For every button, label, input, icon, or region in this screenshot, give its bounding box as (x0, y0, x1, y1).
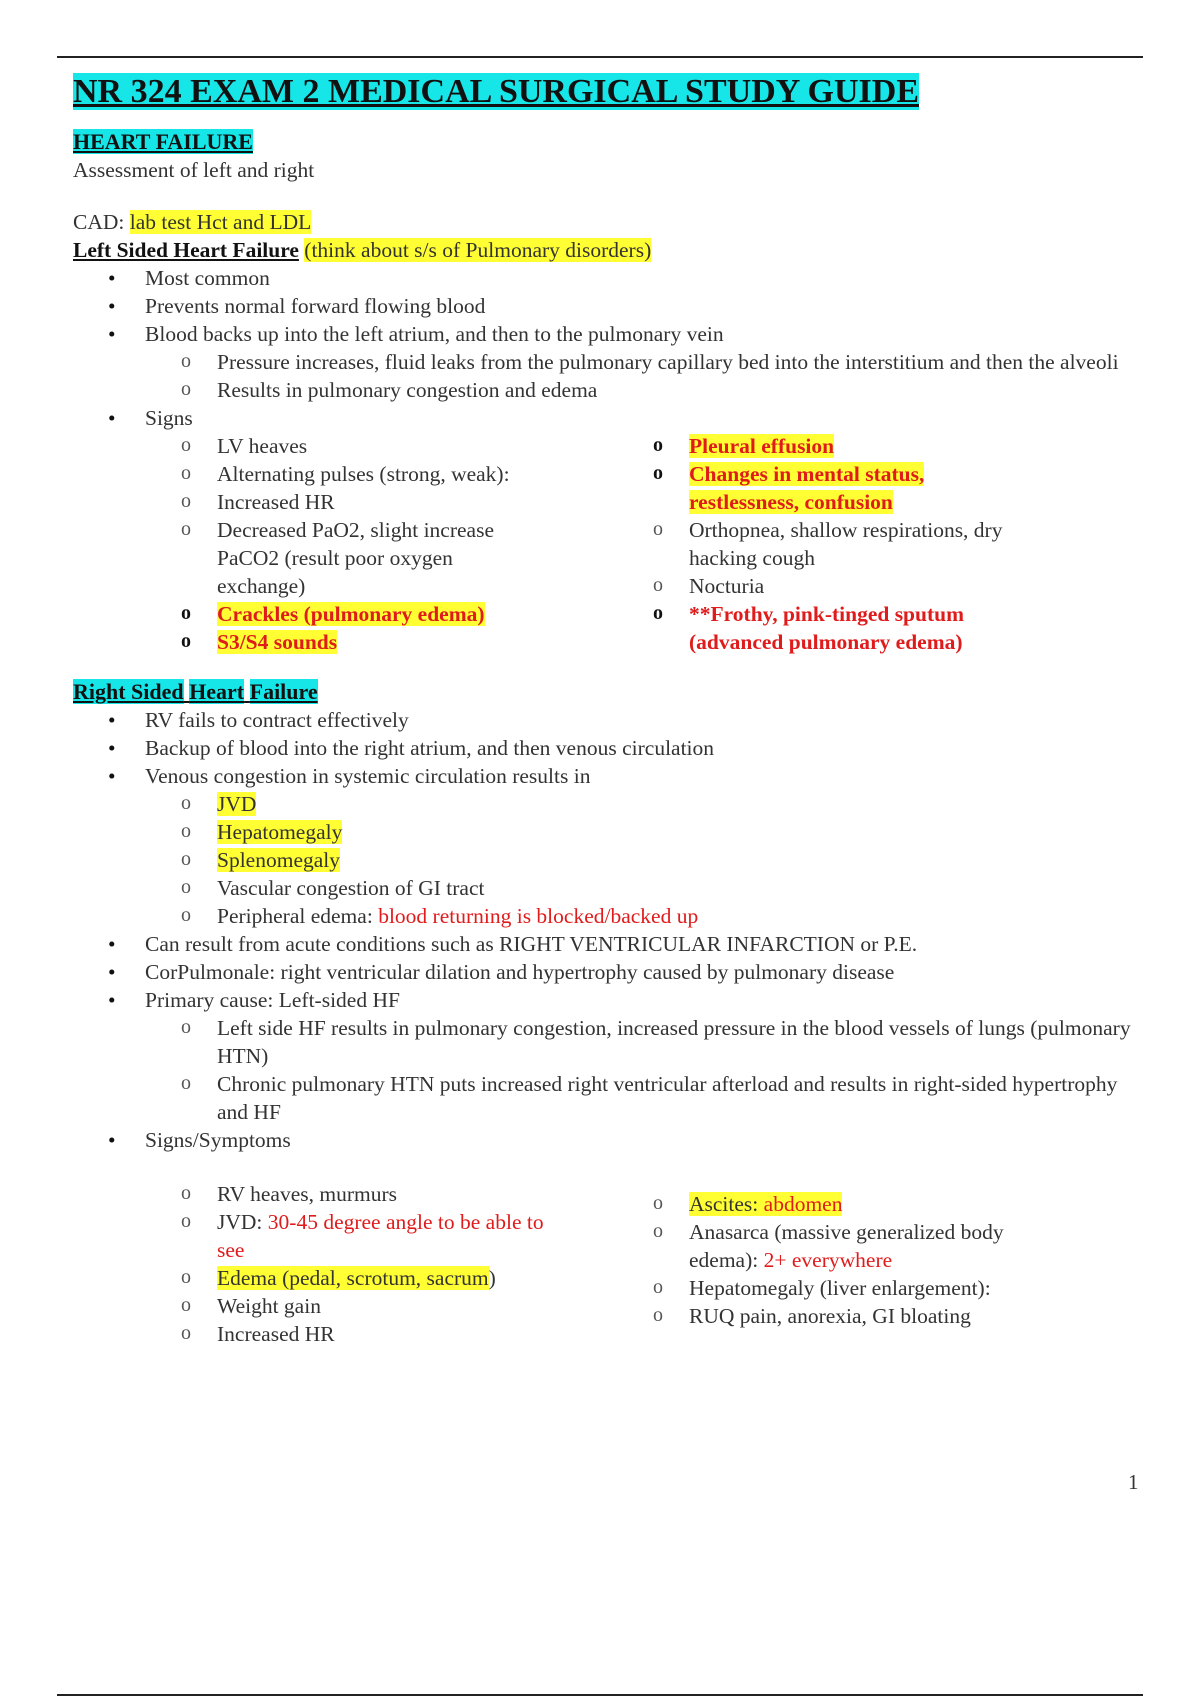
primary-cause-sublist (145, 1014, 1145, 1126)
list-item: o Crackles (pulmonary edema) (145, 600, 653, 628)
list-item: o JVD (145, 790, 1168, 818)
list-item: o Alternating pulses (strong, weak): (145, 460, 653, 488)
list-item: o Results in pulmonary congestion and edema (145, 376, 1168, 404)
list-item: o Decreased PaO2, slight increase PaCO2 (result poor oxygen exchange) (145, 516, 527, 600)
list-item: • RV fails to contract effectively (73, 706, 1168, 734)
assessment-text: Assessment of left and right (73, 158, 315, 182)
document-page (73, 70, 1168, 1348)
list-item: • Prevents normal forward flowing blood (73, 292, 1168, 320)
list-item: • Signs/Symptoms (73, 1126, 1168, 1154)
list-item: o Vascular congestion of GI tract (145, 874, 1168, 902)
list-item: o Edema (pedal, scrotum, sacrum) (145, 1264, 653, 1292)
list-item: o Orthopnea, shallow respirations, dry hacking cough (653, 516, 1049, 572)
signs-symptoms-list (73, 1126, 1168, 1154)
list-item: o Increased HR (145, 1320, 653, 1348)
list-item: o Increased HR (145, 488, 653, 516)
right-hf-heading: Right Sided Heart Failure (73, 679, 318, 704)
list-item: o Nocturia (653, 572, 1073, 600)
list-item: o Ascites: abdomen (653, 1190, 1073, 1218)
bottom-rule (57, 1694, 1143, 1696)
left-signs-columns (73, 432, 1168, 656)
list-item: • CorPulmonale: right ventricular dilation and hypertrophy caused by pulmonary disease (73, 958, 1168, 986)
list-item: • Signs (73, 404, 1168, 432)
list-item: o **Frothy, pink-tinged sputum (advanced pulmonary edema) (653, 600, 1029, 656)
right-hf-list (73, 706, 1168, 790)
list-item: o RV heaves, murmurs (145, 1180, 653, 1208)
right-signs-columns (73, 1180, 1168, 1348)
left-hf-list (73, 264, 1168, 432)
list-item: • Blood backs up into the left atrium, and then to the pulmonary vein o Pressure increases, fluid leaks from the pulmonary capillary bed into the interstitium and then the alveoli o Results in pulmonary congestion and edema (73, 320, 1168, 404)
list-item: o Anasarca (massive generalized body edema): 2+ everywhere (653, 1218, 1059, 1274)
page-number: 1 (1128, 1470, 1139, 1494)
list-item: o JVD: 30-45 degree angle to be able to see (145, 1208, 557, 1264)
list-item: • Most common (73, 264, 1168, 292)
list-item: • Backup of blood into the right atrium, and then venous circulation (73, 734, 1168, 762)
list-item: o Splenomegaly (145, 846, 1168, 874)
right-hf-sublist (145, 790, 1168, 930)
list-item: o Weight gain (145, 1292, 653, 1320)
list-item: • Venous congestion in systemic circulation results in (73, 762, 1168, 790)
cad-line: CAD: lab test Hct and LDL (73, 210, 312, 234)
list-item: • Primary cause: Left-sided HF (73, 986, 1168, 1014)
list-item: o S3/S4 sounds (145, 628, 653, 656)
list-item: o LV heaves (145, 432, 653, 460)
list-item: o Hepatomegaly (145, 818, 1168, 846)
left-hf-heading: Left Sided Heart Failure (think about s/s of Pulmonary disorders) (73, 238, 652, 262)
list-item: • Can result from acute conditions such as RIGHT VENTRICULAR INFARCTION or P.E. (73, 930, 1168, 958)
document-title: NR 324 EXAM 2 MEDICAL SURGICAL STUDY GUIDE (73, 73, 919, 110)
list-item: o Peripheral edema: blood returning is blocked/backed up (145, 902, 1168, 930)
list-item: o Left side HF results in pulmonary congestion, increased pressure in the blood vessels of lungs (pulmonary HTN) (145, 1014, 1145, 1070)
right-hf-list-2 (73, 930, 1168, 1014)
list-item: o RUQ pain, anorexia, GI bloating (653, 1302, 1073, 1330)
list-item: o Chronic pulmonary HTN puts increased right ventricular afterload and results in right-sided hypertrophy and HF (145, 1070, 1145, 1126)
heart-failure-heading: HEART FAILURE (73, 129, 253, 154)
list-item: o Pleural effusion (653, 432, 1073, 460)
list-item: o Changes in mental status, restlessness, confusion (653, 460, 959, 516)
top-rule (57, 56, 1143, 58)
list-item: o Pressure increases, fluid leaks from the pulmonary capillary bed into the interstitium and then the alveoli (145, 348, 1168, 376)
list-item: o Hepatomegaly (liver enlargement): (653, 1274, 1073, 1302)
